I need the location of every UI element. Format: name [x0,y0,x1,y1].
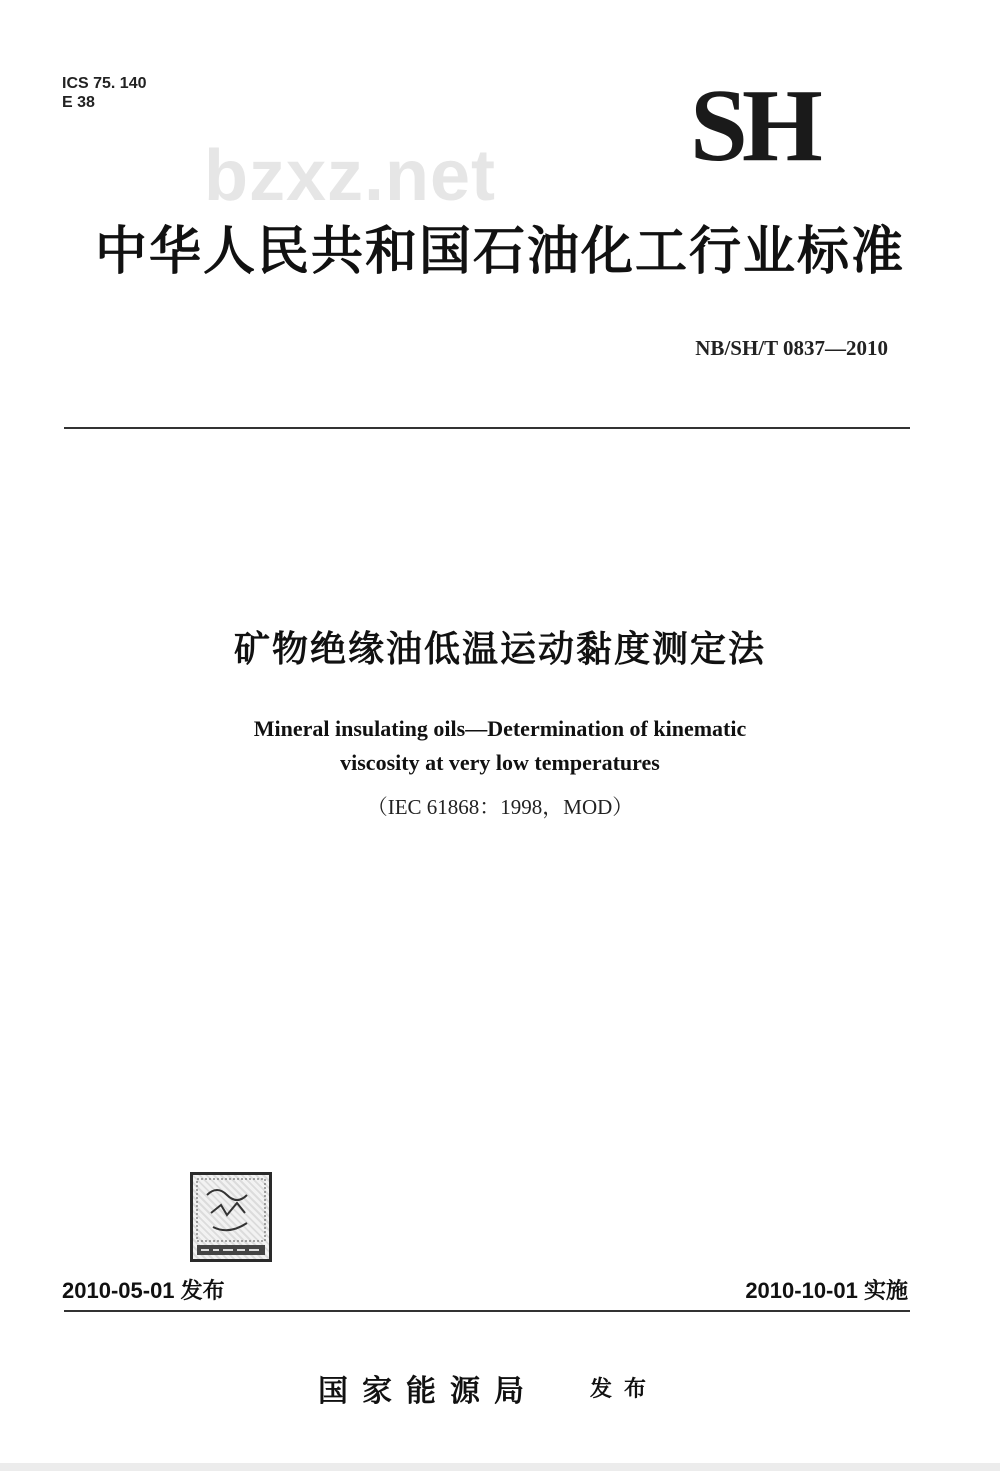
sh-logo: SH [690,68,817,183]
issue-date [62,1274,225,1305]
title-english-line2: viscosity at very low temperatures [340,750,660,775]
standard-number-text: NB/SH/T 0837—2010 [695,336,888,360]
ics-code: ICS 75. 140 [62,75,147,92]
title-english-line1: Mineral insulating oils—Determination of kinematic [253,716,747,741]
stamp-seal-icon [190,1172,272,1262]
title-english [0,712,1000,780]
standard-number [695,336,888,361]
watermark: bzxz.net [204,136,497,216]
top-rule [64,427,910,429]
publisher-name: 国家能源局 [318,1374,538,1409]
page-bottom-edge [0,1463,1000,1471]
implementation-label: 实施 [863,1279,908,1304]
publisher-label: 发布 [590,1377,659,1402]
title-chinese: 矿物绝缘油低温运动黏度测定法 [233,629,766,670]
adoption-reference: （IEC 61868：1998，MOD） [366,795,634,819]
issue-label: 发布 [180,1279,225,1304]
implementation-date [745,1274,908,1305]
implementation-date-value: 2010-10-01 [745,1278,858,1303]
classification-codes [62,74,147,112]
issue-date-value: 2010-05-01 [62,1278,175,1303]
ccs-code: E 38 [62,94,95,111]
header-title: 中华人民共和国石油化工行业标准 [94,222,905,282]
bottom-rule [64,1310,910,1312]
